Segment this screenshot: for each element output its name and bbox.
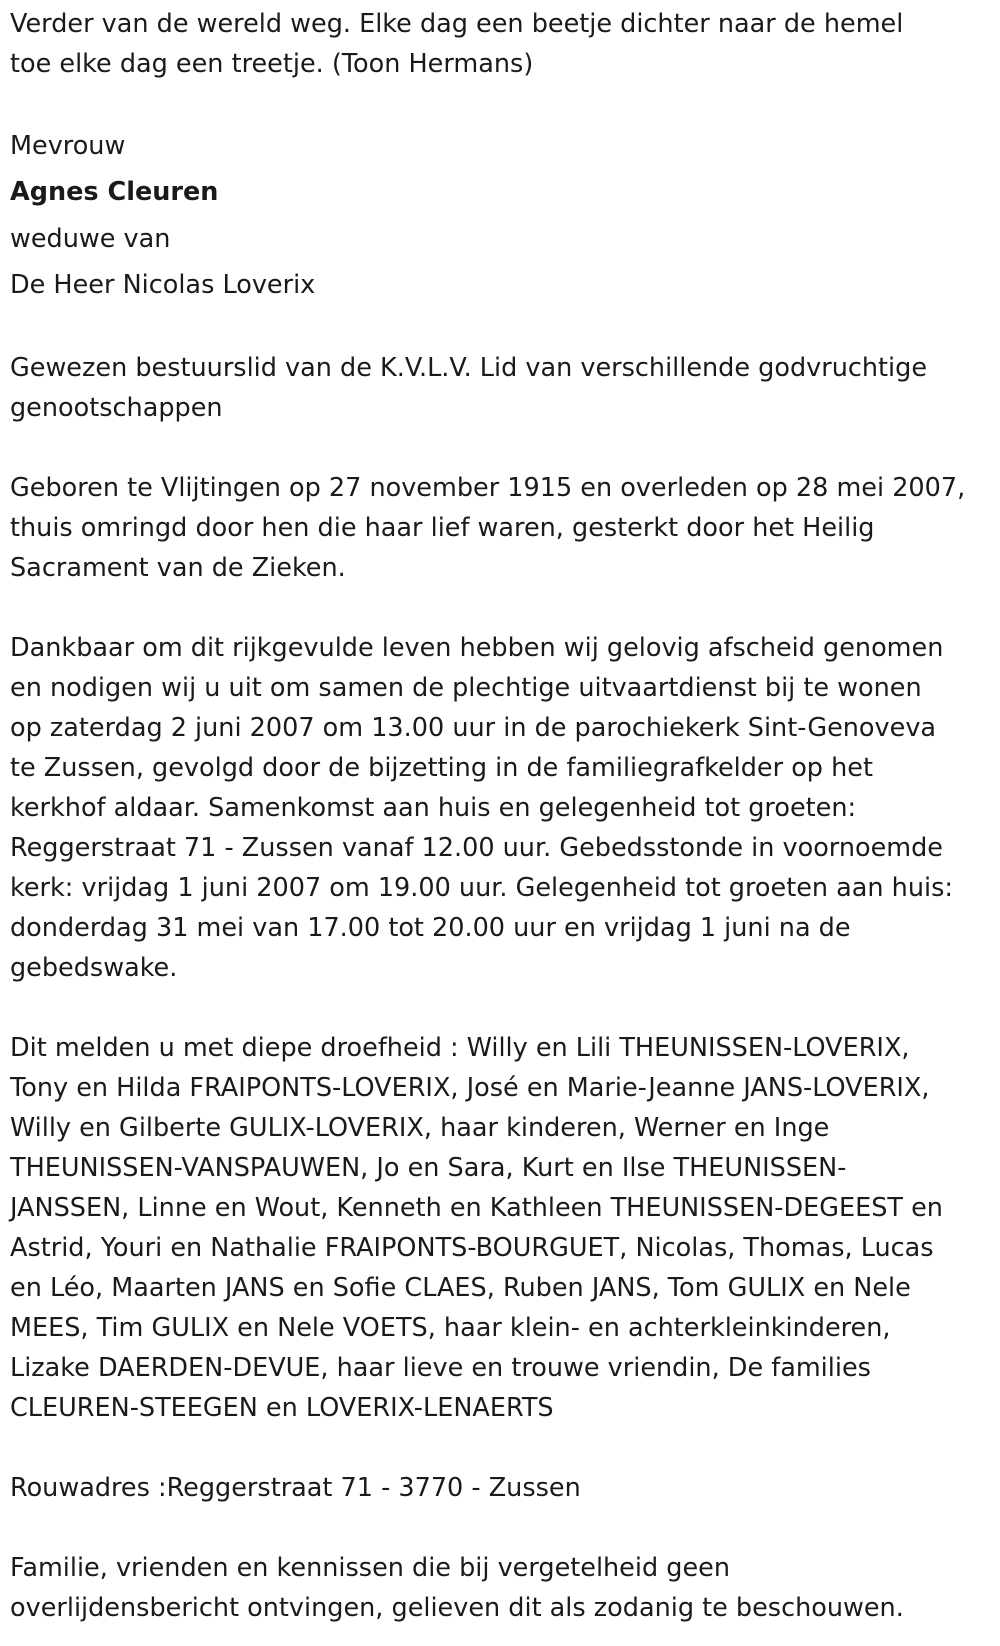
roles-line: genootschappen xyxy=(10,393,223,423)
funeral-line: op zaterdag 2 juni 2007 om 13.00 uur in de parochiekerk Sint-Genoveva xyxy=(10,713,937,743)
funeral-line: Dankbaar om dit rijkgevulde leven hebben wij gelovig afscheid genomen xyxy=(10,633,944,663)
roles-block xyxy=(10,348,990,428)
family-line: en Léo, Maarten JANS en Sofie CLAES, Ruben JANS, Tom GULIX en Nele xyxy=(10,1273,911,1303)
family-line: Willy en Gilberte GULIX-LOVERIX, haar kinderen, Werner en Inge xyxy=(10,1113,830,1143)
family-line: Dit melden u met diepe droefheid : Willy en Lili THEUNISSEN-LOVERIX, xyxy=(10,1033,910,1063)
birth-death-block xyxy=(10,468,990,588)
spacer xyxy=(10,988,990,1028)
deceased-header xyxy=(10,124,990,308)
family-line: Tony en Hilda FRAIPONTS-LOVERIX, José en Marie-Jeanne JANS-LOVERIX, xyxy=(10,1073,930,1103)
funeral-line: en nodigen wij u uit om samen de plechtige uitvaartdienst bij te wonen xyxy=(10,673,922,703)
funeral-block xyxy=(10,628,990,988)
spacer xyxy=(10,588,990,628)
spacer xyxy=(10,84,990,124)
funeral-line: gebedswake. xyxy=(10,953,178,983)
family-line: THEUNISSEN-VANSPAUWEN, Jo en Sara, Kurt en Ilse THEUNISSEN- xyxy=(10,1153,847,1183)
closing-line: Familie, vrienden en kennissen die bij vergetelheid geen xyxy=(10,1553,730,1583)
mourning-address: Rouwadres :Reggerstraat 71 - 3770 - Zussen xyxy=(10,1473,581,1503)
birth-death-line: Geboren te Vlijtingen op 27 november 1915 en overleden op 28 mei 2007, xyxy=(10,473,966,503)
family-line: CLEUREN-STEEGEN en LOVERIX-LENAERTS xyxy=(10,1393,554,1423)
closing-line: overlijdensbericht ontvingen, gelieven dit als zodanig te beschouwen. xyxy=(10,1593,904,1623)
quote-block xyxy=(10,4,990,84)
funeral-line: kerk: vrijdag 1 juni 2007 om 19.00 uur. Gelegenheid tot groeten aan huis: xyxy=(10,873,953,903)
funeral-line: Reggerstraat 71 - Zussen vanaf 12.00 uur. Gebedsstonde in voornoemde xyxy=(10,833,943,863)
spacer xyxy=(10,308,990,348)
roles-line: Gewezen bestuurslid van de K.V.L.V. Lid van verschillende godvruchtige xyxy=(10,353,928,383)
spacer xyxy=(10,428,990,468)
spacer xyxy=(10,1508,990,1548)
widow-of-label: weduwe van xyxy=(10,224,171,254)
spacer xyxy=(10,1428,990,1468)
funeral-line: kerkhof aldaar. Samenkomst aan huis en gelegenheid tot groeten: xyxy=(10,793,857,823)
quote-line: toe elke dag een treetje. (Toon Hermans) xyxy=(10,49,534,79)
address-block xyxy=(10,1468,990,1508)
birth-death-line: Sacrament van de Zieken. xyxy=(10,553,346,583)
family-line: JANSSEN, Linne en Wout, Kenneth en Kathleen THEUNISSEN-DEGEEST en xyxy=(10,1193,943,1223)
salutation: Mevrouw xyxy=(10,131,126,161)
closing-block xyxy=(10,1548,990,1628)
deceased-name: Agnes Cleuren xyxy=(10,177,219,207)
family-block xyxy=(10,1028,990,1428)
family-line: Astrid, Youri en Nathalie FRAIPONTS-BOURGUET, Nicolas, Thomas, Lucas xyxy=(10,1233,934,1263)
family-line: Lizake DAERDEN-DEVUE, haar lieve en trouwe vriendin, De families xyxy=(10,1353,871,1383)
funeral-line: donderdag 31 mei van 17.00 tot 20.00 uur en vrijdag 1 juni na de xyxy=(10,913,851,943)
funeral-line: te Zussen, gevolgd door de bijzetting in de familiegrafkelder op het xyxy=(10,753,873,783)
quote-line: Verder van de wereld weg. Elke dag een beetje dichter naar de hemel xyxy=(10,9,904,39)
family-line: MEES, Tim GULIX en Nele VOETS, haar klein- en achterkleinkinderen, xyxy=(10,1313,891,1343)
birth-death-line: thuis omringd door hen die haar lief waren, gesterkt door het Heilig xyxy=(10,513,875,543)
husband-name: De Heer Nicolas Loverix xyxy=(10,270,316,300)
